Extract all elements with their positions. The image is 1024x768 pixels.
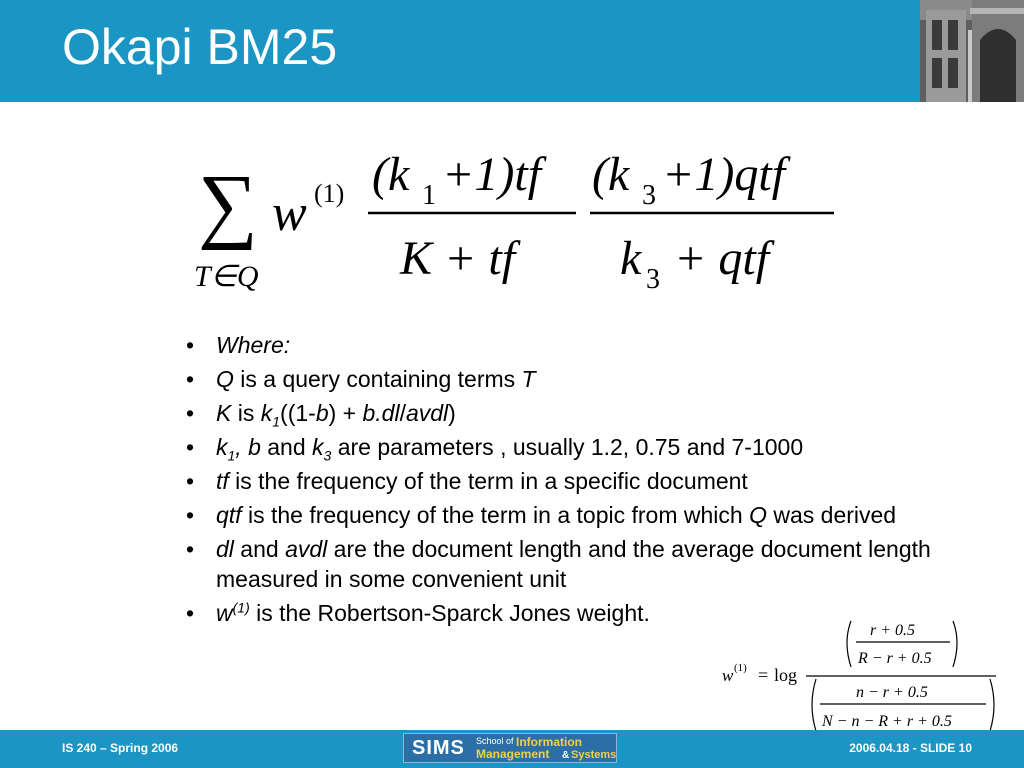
bullet-dot-icon: • <box>186 468 195 494</box>
fraction2-numerator-k: (k <box>592 148 630 201</box>
bm25-formula <box>180 140 860 300</box>
bullet-dot-icon: • <box>186 400 195 426</box>
rsj-den-left-paren <box>812 679 816 731</box>
fraction1-denominator: K + tf <box>400 232 516 285</box>
list-item: • tf is the frequency of the term in a specific document <box>186 468 748 494</box>
bullet-dot-icon: • <box>186 536 195 562</box>
footer-bar <box>0 730 1024 768</box>
rsj-den-bottom: N − n − R + r + 0.5 <box>822 713 952 730</box>
rsj-num-left-paren <box>847 621 851 667</box>
rsj-equals: = <box>758 665 769 685</box>
list-item: • dl and avdl are the document length and the average document length measured in some convenient unit <box>186 536 931 592</box>
fraction1-numerator-k: (k <box>372 148 410 201</box>
list-item: • $k_1$, b and $k_3$ are parameters , usually 1.2, 0.75 and 7-1000 <box>186 434 804 464</box>
bullet-dot-icon: • <box>186 434 195 460</box>
fraction2-numerator-rest: +1)qtf <box>662 148 786 201</box>
slide-title: Okapi BM25 <box>62 19 338 75</box>
fraction2-numerator-subscript: 3 <box>642 180 656 211</box>
fraction2-denominator-rest: + qtf <box>674 232 770 285</box>
logo-sims-text: SIMS <box>412 737 465 759</box>
course-label: IS 240 – Spring 2006 <box>62 741 179 755</box>
campus-building-photo <box>920 0 1024 102</box>
logo-information-text: Information <box>516 735 582 749</box>
rsj-den-top: n − r + 0.5 <box>856 684 928 701</box>
building-photo-graphic <box>920 0 1024 102</box>
logo-systems-text: Systems <box>571 749 617 761</box>
rsj-weight-formula <box>720 617 1000 735</box>
logo-amp-text: & <box>562 750 570 761</box>
slide-number-label: 2006.04.18 - SLIDE 10 <box>849 741 972 755</box>
fraction2-denominator-subscript: 3 <box>646 264 660 295</box>
list-item: • K is $k_1((1-b)$ + b.dl/avdl) <box>186 400 456 430</box>
rsj-num-right-paren <box>953 621 957 667</box>
rsj-log: log <box>774 665 798 685</box>
bullet-dot-icon: • <box>186 502 195 528</box>
list-item: • qtf is the frequency of the term in a topic from which Q was derived <box>186 502 897 528</box>
sims-logo <box>403 733 617 763</box>
list-item: • $w^{(1)}$ is the Robertson-Sparck Jones weight. <box>186 599 650 626</box>
weight-w: w <box>272 185 307 242</box>
bullet-dot-icon: • <box>186 366 195 392</box>
definitions-list <box>186 330 986 632</box>
logo-management-text: Management <box>476 747 550 761</box>
list-item: • Where: <box>186 332 291 358</box>
rsj-num-top: r + 0.5 <box>870 622 916 639</box>
rsj-den-right-paren <box>990 679 994 731</box>
fraction1-numerator-rest: +1)tf <box>442 148 542 201</box>
bullet-dot-icon: • <box>186 332 195 358</box>
fraction2-denominator-k: k <box>620 232 642 285</box>
rsj-formula-graphic <box>720 617 1000 735</box>
list-item: • Q is a query containing terms T <box>186 366 536 392</box>
summation-subscript: T∈Q <box>194 260 259 293</box>
rsj-num-bottom: R − r + 0.5 <box>858 650 932 667</box>
rsj-lhs-w: w <box>722 666 734 685</box>
logo-school-of-text: School of <box>476 736 514 746</box>
rsj-lhs-superscript: (1) <box>734 662 747 674</box>
summation-symbol: ∑ <box>198 158 258 251</box>
weight-superscript: (1) <box>314 179 345 208</box>
bullet-dot-icon: • <box>186 600 195 626</box>
fraction1-numerator-subscript: 1 <box>422 180 436 211</box>
bm25-formula-graphic <box>180 140 860 300</box>
header-bar <box>0 0 1024 102</box>
